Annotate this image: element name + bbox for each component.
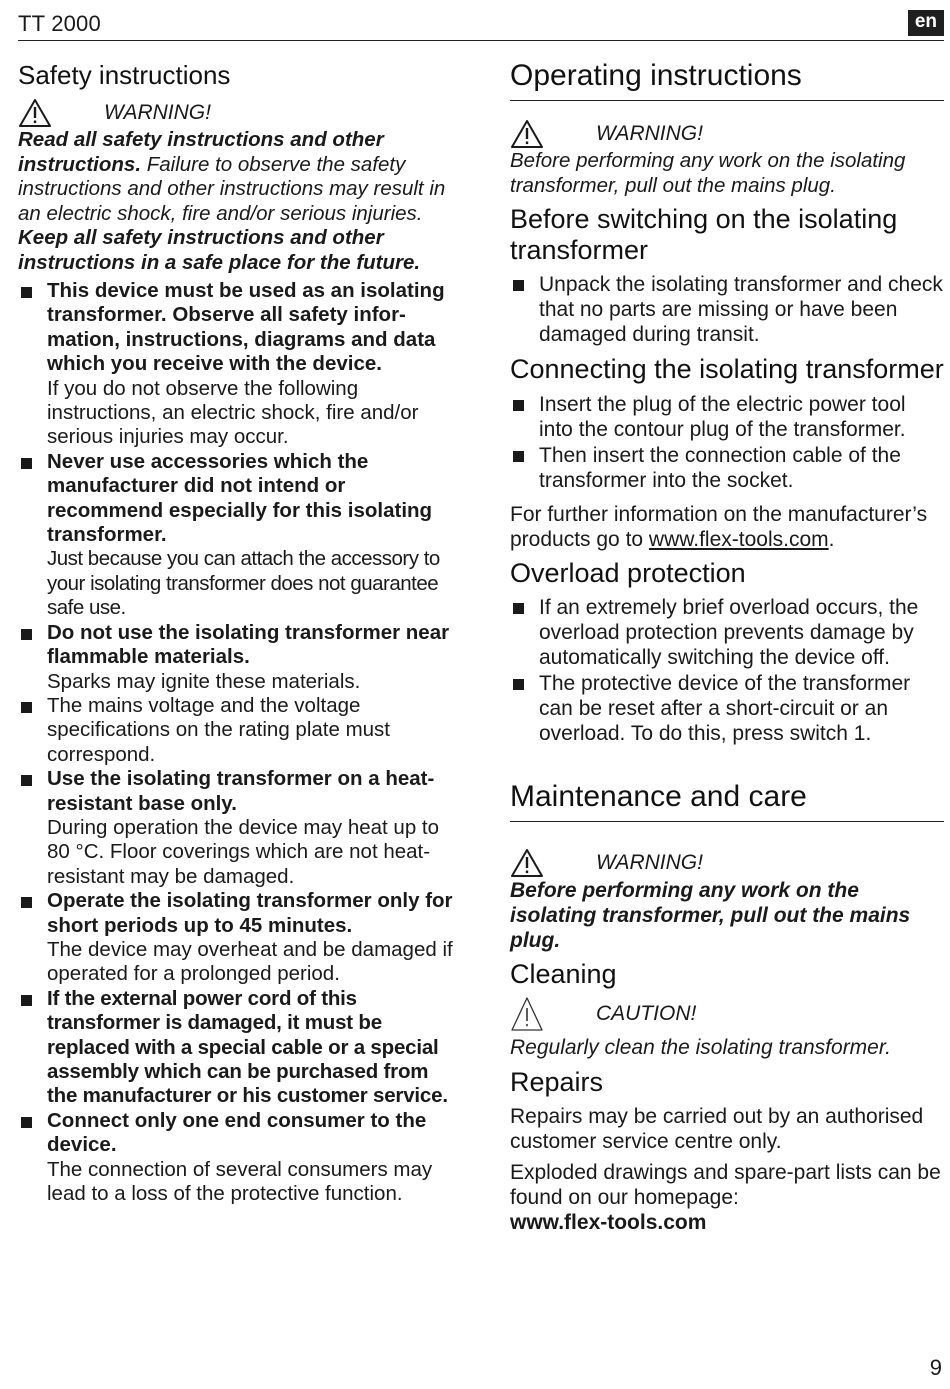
safety-keep-note: Keep all safety instructions and other instructions in a safe place for the future. [18,226,421,274]
caution-label: CAUTION! [596,1002,697,1025]
caution-text: Regularly clean the isolating transformer. [510,1036,891,1059]
item-bold: Connect only one end consumer to the device. [47,1108,427,1157]
cleaning-title: Cleaning [510,959,617,989]
language-badge: en [908,10,944,36]
page-number: 9 [929,1355,942,1380]
warning-triangle-icon [510,119,544,149]
operating-warning [510,119,944,149]
maintenance-warning [510,848,944,878]
safety-intro [18,128,460,226]
item-bold: Never use accessories which the manufacturer did not intend or recommend especially for this isolating transformer. [47,449,433,547]
operating-warning-text: Before performing any work on the isolating transformer, pull out the mains plug. [510,149,906,197]
repairs-homepage-text: Exploded drawings and spare-part lists can be found on our homepage: [510,1160,941,1209]
list-item [18,450,460,621]
repairs-title: Repairs [510,1066,604,1097]
item-text: During operation the device may heat up to 80 °C. Floor coverings which are not heat-resistant may be damaged. [47,815,440,888]
further-info [510,502,944,552]
further-info-end: . [828,528,835,551]
item-text: If you do not observe the following instructions, an electric shock, fire and/or serious injuries may occur. [47,376,419,449]
list-item: Unpack the isolating transformer and check that no parts are missing or have been damaged during transit. [510,272,944,347]
overload-list [510,595,944,746]
before-switching-title: Before switching on the isolating transformer [510,204,898,265]
item-bold: Use the isolating transformer on a heat-resistant base only. [47,767,435,815]
list-item: If an extremely brief overload occurs, the overload protection prevents damage by automatically switching the device off. [510,595,944,670]
warning-triangle-icon [18,98,52,128]
item-text: Sparks may ignite these materials. [47,669,361,693]
list-item: Then insert the connection cable of the transformer into the socket. [510,443,944,493]
list-item: Insert the plug of the electric power tool into the contour plug of the transformer. [510,392,944,442]
item-text: The connection of several consumers may lead to a loss of the protective function. [47,1157,433,1206]
safety-list [18,279,460,1206]
warning-triangle-icon [510,848,544,878]
before-switching-list [510,272,944,347]
safety-warning [18,98,460,128]
item-bold: This device must be used as an isolating transformer. Observe all safety infor-mation, instructions, diagrams and data which you receive with the device. [47,279,445,376]
item-bold: Do not use the isolating transformer near flammable materials. [47,620,450,669]
model-name: TT 2000 [18,11,101,36]
item-text: The device may overheat and be damaged if operated for a prolonged period. [47,937,453,986]
connecting-title: Connecting the isolating transformer [510,354,944,384]
item-text: The mains voltage and the voltage specifications on the rating plate must correspond. [47,693,390,766]
intro-bold-text: Read all safety instructions and other instructions. [18,128,384,176]
list-item [18,279,460,450]
list-item: The protective device of the transformer can be reset after a short-circuit or an overload. To do this, press switch 1. [510,671,944,746]
homepage-link[interactable]: www.flex-tools.com [510,1210,707,1234]
list-item [18,621,460,694]
operating-title: Operating instructions [510,58,944,101]
maintenance-warning-text: Before performing any work on the isolating transformer, pull out the mains plug. [510,879,911,952]
intro-normal-text: Failure to observe the safety instructions and other instructions may result in an electric shock, fire and/or serious injuries. [18,152,446,225]
warning-label: WARNING! [104,101,211,124]
further-info-text: For further information on the manufacturer’s products go to [510,503,928,551]
list-item [18,1109,460,1207]
item-text: Just because you can attach the accessory to your isolating transformer does not guarantee safe use. [47,547,440,620]
page-header [18,8,944,41]
item-bold: If the external power cord of this transformer is damaged, it must be replaced with a special cable or a special assembly which can be purchased from the manufacturer or his customer service. [47,986,448,1108]
warning-label: WARNING! [596,122,703,145]
list-item [18,987,460,1109]
safety-title: Safety instructions [18,60,231,90]
overload-title: Overload protection [510,558,746,588]
item-bold: Operate the isolating transformer only for short periods up to 45 minutes. [47,889,453,937]
cleaning-caution [510,996,944,1032]
maintenance-title: Maintenance and care [510,779,944,822]
repairs-text: Repairs may be carried out by an authorised customer service centre only. [510,1104,924,1153]
operating-column [510,56,944,1235]
list-item [18,889,460,987]
connecting-list [510,392,944,493]
list-item [18,694,460,767]
manufacturer-link[interactable]: www.flex-tools.com [648,528,829,551]
warning-label: WARNING! [596,851,703,874]
caution-triangle-icon [510,996,544,1032]
safety-column [18,56,460,1206]
list-item [18,767,460,889]
